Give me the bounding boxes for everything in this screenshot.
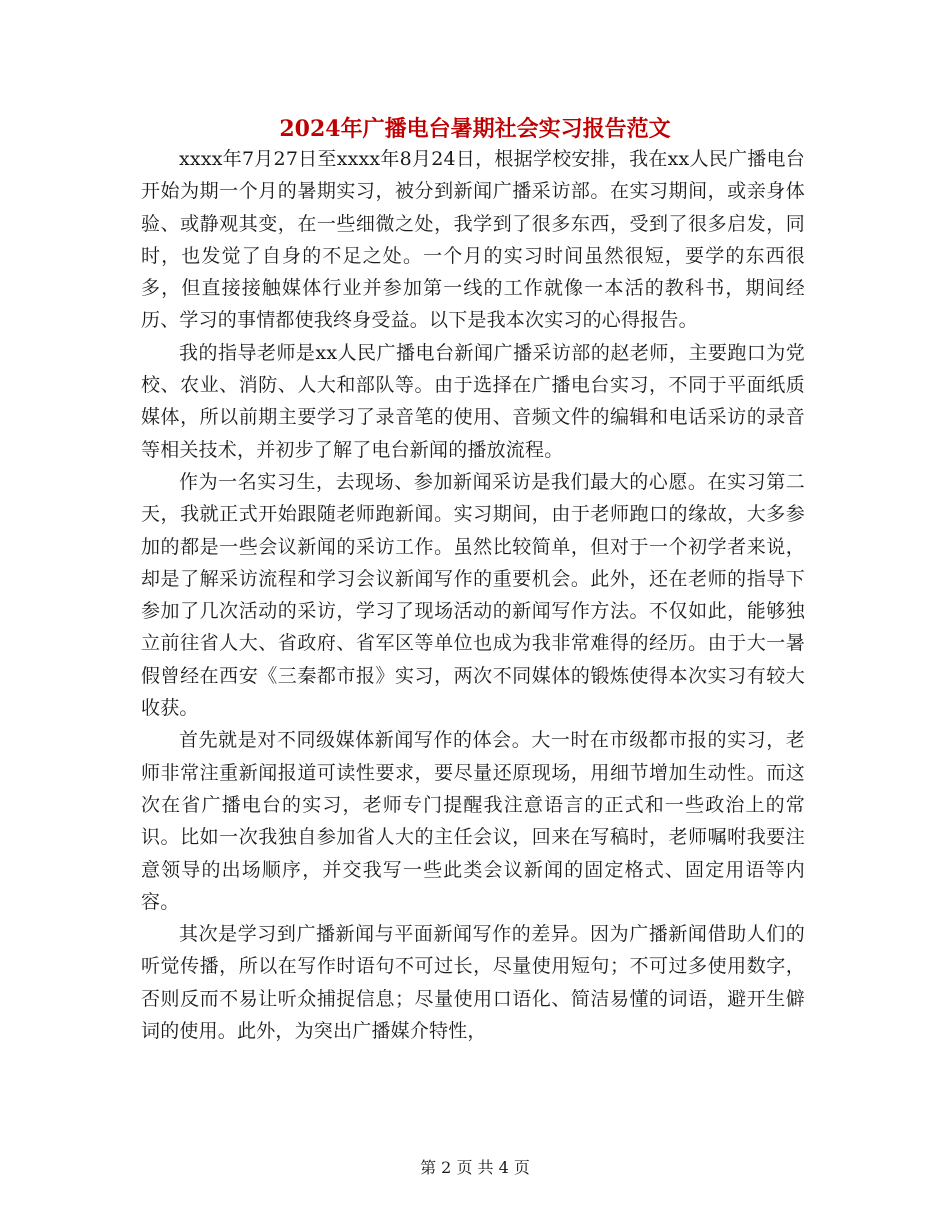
page-number-footer: 第 2 页 共 4 页 xyxy=(420,1158,530,1177)
paragraph: xxxx年7月27日至xxxx年8月24日，根据学校安排，我在xx人民广播电台开始为期一个月的暑期实习，被分到新闻广播采访部。在实习期间，或亲身体验、或静观其变，在一些细微之处，我学到了很多东西，受到了很多启发，同时，也发觉了自身的不足之处。一个月的实习时间虽然很短，要学的东西很多，但直接接触媒体行业并参加第一线的工作就像一本活的教科书，期间经历、学习的事情都使我终身受益。以下是我本次实习的心得报告。 xyxy=(141,148,805,332)
paragraph: 我的指导老师是xx人民广播电台新闻广播采访部的赵老师，主要跑口为党校、农业、消防、人大和部队等。由于选择在广播电台实习，不同于平面纸质媒体，所以前期主要学习了录音笔的使用、音频文件的编辑和电话采访的录音等相关技术，并初步了解了电台新闻的播放流程。 xyxy=(141,341,805,461)
paragraph: 首先就是对不同级媒体新闻写作的体会。大一时在市级都市报的实习，老师非常注重新闻报道可读性要求，要尽量还原现场，用细节增加生动性。而这次在省广播电台的实习，老师专门提醒我注意语言的正式和一些政治上的常识。比如一次我独自参加省人大的主任会议，回来在写稿时，老师嘱咐我要注意领导的出场顺序，并交我写一些此类会议新闻的固定格式、固定用语等内容。 xyxy=(141,729,805,913)
paragraph: 其次是学习到广播新闻与平面新闻写作的差异。因为广播新闻借助人们的听觉传播，所以在写作时语句不可过长，尽量使用短句；不可过多使用数字，否则反而不易让听众捕捉信息；尽量使用口语化、简洁易懂的词语，避开生僻词的使用。此外，为突出广播媒介特性， xyxy=(141,923,805,1043)
document-body xyxy=(141,143,805,1047)
paragraph: 作为一名实习生，去现场、参加新闻采访是我们最大的心愿。在实习第二天，我就正式开始跟随老师跑新闻。实习期间，由于老师跑口的缘故，大多参加的都是一些会议新闻的采访工作。虽然比较简单，但对于一个初学者来说，却是了解采访流程和学习会议新闻写作的重要机会。此外，还在老师的指导下参加了几次活动的采访，学习了现场活动的新闻写作方法。不仅如此，能够独立前往省人大、省政府、省军区等单位也成为我非常难得的经历。由于大一暑假曾经在西安《三秦都市报》实习，两次不同媒体的锻炼使得本次实习有较大收获。 xyxy=(141,470,805,720)
document-title: 2024年广播电台暑期社会实习报告范文 xyxy=(279,116,671,142)
